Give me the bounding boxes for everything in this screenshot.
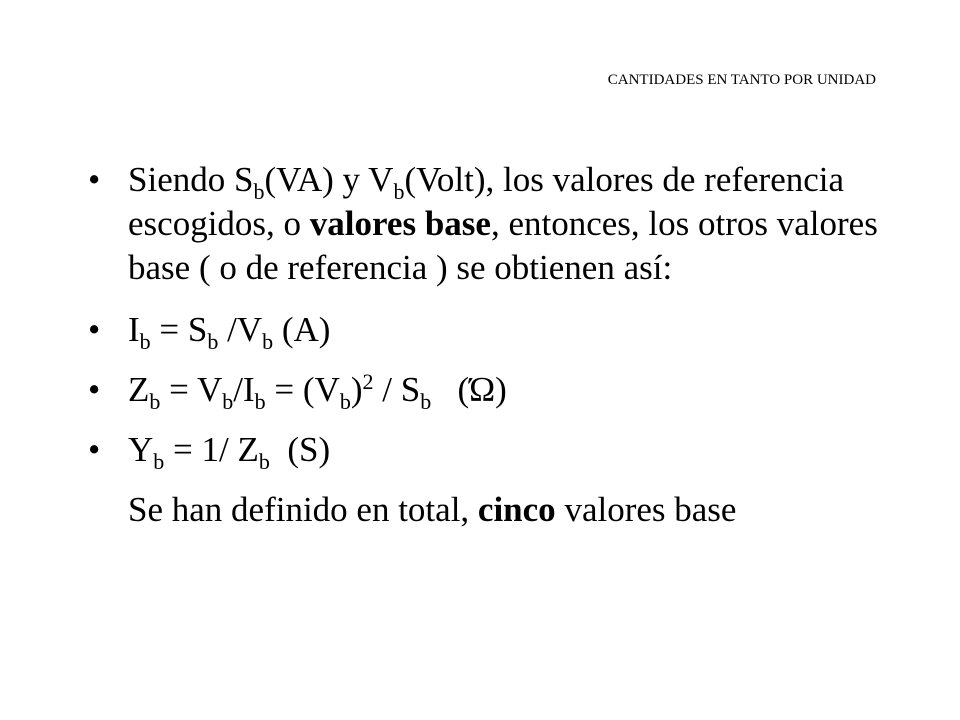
subscript: b [420, 389, 432, 414]
bullet-mark: • [88, 310, 101, 349]
subscript: b [393, 179, 405, 204]
text-run: I [128, 310, 140, 349]
subscript: b [254, 389, 266, 414]
equation-current-base [88, 308, 888, 352]
equation-admittance-base [88, 428, 888, 472]
text-run: = (V [265, 370, 340, 409]
subscript: b [139, 329, 151, 354]
text-run: (Volt), los valores de referencia escogidos, o [128, 160, 845, 243]
subscript: b [207, 329, 219, 354]
slide-body [88, 158, 888, 532]
paragraph-definition [88, 158, 888, 290]
text-run: (S) [269, 430, 331, 469]
text-run: = S [150, 310, 208, 349]
text-run: (VA) y V [264, 160, 394, 199]
subscript: b [149, 389, 161, 414]
subscript: b [262, 329, 274, 354]
bold-term: valores base [309, 204, 491, 243]
text-run: / S [373, 370, 421, 409]
text-run: (Ώ) [431, 370, 507, 409]
text-run: /I [233, 370, 255, 409]
text-run: Se han definido en total, [128, 490, 478, 529]
text-run: /V [218, 310, 263, 349]
bullet-mark: • [88, 370, 101, 409]
text-run: (A) [273, 310, 331, 349]
text-run: Y [128, 430, 154, 469]
subscript: b [222, 389, 234, 414]
text-run: Z [128, 370, 150, 409]
text-run: = V [160, 370, 223, 409]
text-run: ) [350, 370, 363, 409]
subscript: b [258, 449, 270, 474]
subscript: b [253, 179, 265, 204]
subscript: b [339, 389, 351, 414]
bullet-mark: • [88, 430, 101, 469]
text-run: valores base [555, 490, 737, 529]
closing-statement [88, 488, 888, 532]
bold-term: cinco [477, 490, 556, 529]
subscript: b [153, 449, 165, 474]
equation-impedance-base [88, 368, 888, 412]
text-run: Siendo S [128, 160, 254, 199]
slide-title: CANTIDADES EN TANTO POR UNIDAD [607, 72, 876, 88]
superscript: 2 [362, 369, 374, 394]
text-run: = 1/ Z [164, 430, 259, 469]
text-run: , entonces, los otros valores base ( o de referencia ) se obtienen así: [128, 204, 878, 287]
bullet-mark: • [88, 160, 101, 199]
